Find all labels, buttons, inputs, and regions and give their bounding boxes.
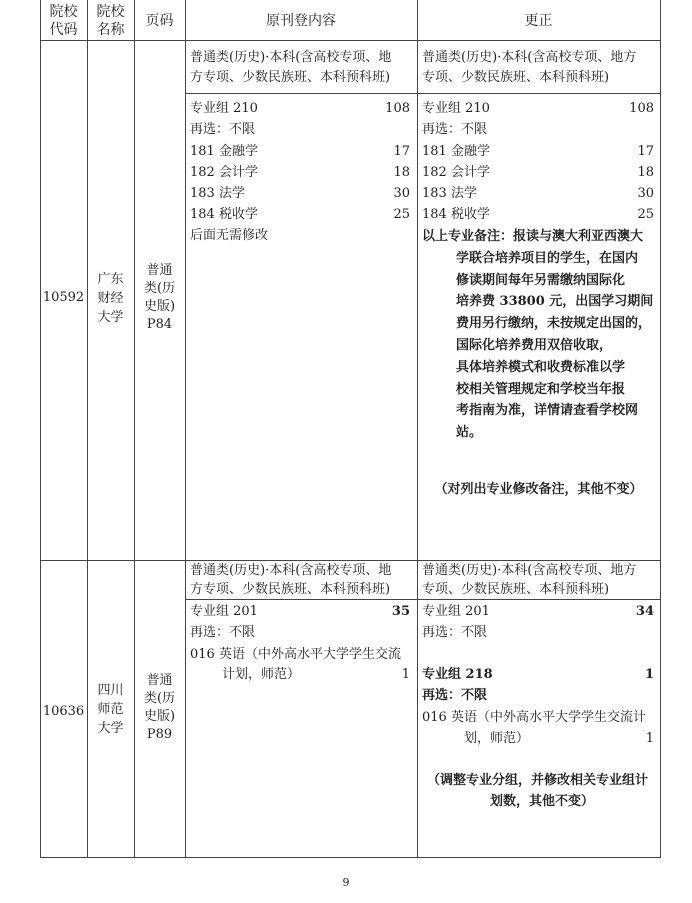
section-title: 普通类(历史)·本科(含高校专项、地 方专项、少数民族班、本科预科班): [190, 50, 392, 85]
major-count: 30: [393, 186, 410, 201]
tail-note: 后面无需修改: [190, 228, 269, 243]
school-code: 10592: [42, 290, 85, 305]
reselect-label: 再选：不限: [422, 122, 488, 137]
school-name: 四川 师范 大学: [97, 683, 124, 736]
major-label: 182 会计学: [422, 165, 490, 180]
group-label: 专业组 210: [422, 101, 490, 116]
reselect-label: 再选：不限: [422, 625, 488, 640]
major-count: 18: [393, 165, 410, 180]
table-border-right: [660, 0, 661, 858]
header-bottom-border: [40, 40, 661, 41]
page-ref: 普通 类(历 史版) P84: [143, 263, 176, 332]
group-label: 专业组 201: [190, 604, 258, 619]
header-name: 院校 名称: [96, 4, 125, 38]
page-ref: 普通 类(历 史版) P89: [143, 673, 176, 742]
major-count: 30: [637, 186, 654, 201]
major-label-cont: 计划，师范）: [222, 667, 301, 682]
group-count: 35: [391, 604, 410, 619]
header-correction: 更正: [524, 13, 553, 29]
major-remark-note: 以上专业备注：报读与澳大利亚西澳大 学联合培养项目的学生，在国内 修读期间每年另需缴纳国际化 培养费 33800 元，出国学习期间 费用另行缴纳，未按规定出国的， 国际化培养费用双倍收取， 具体培养模式和收费标准以学 校相关管理规定和学校当年报 考指南为准，详情请查看学校网 站。: [422, 229, 654, 441]
major-label: 182 会计学: [190, 165, 258, 180]
major-count: 1: [645, 731, 654, 746]
major-label: 016 英语（中外高水平大学学生交流: [190, 647, 401, 662]
reselect-label: 再选：不限: [190, 625, 256, 640]
table-border-left: [40, 0, 41, 858]
col-divider: [417, 0, 418, 858]
new-reselect-label: 再选：不限: [422, 688, 488, 703]
school-code: 10636: [42, 704, 85, 719]
major-count: 18: [637, 165, 654, 180]
section-title: 普通类(历史)·本科(含高校专项、地 方专项、少数民族班、本科预科班): [190, 563, 392, 597]
major-label: 016 英语（中外高水平大学学生交流计: [422, 710, 646, 725]
new-group-count: 1: [644, 667, 654, 682]
header-original: 原刊登内容: [266, 13, 336, 29]
correction-summary: （对列出专业修改备注，其他不变）: [434, 482, 643, 497]
table-border-bottom: [40, 857, 661, 858]
major-count: 1: [401, 667, 410, 682]
major-count: 25: [637, 207, 654, 222]
section-title: 普通类(历史)·本科(含高校专项、地方 专项、少数民族班、本科预科班): [422, 563, 637, 597]
major-label-cont: 划，师范）: [464, 731, 530, 746]
major-count: 25: [393, 207, 410, 222]
correction-summary: （调整专业分组，并修改相关专业组计: [427, 773, 649, 788]
major-label: 183 法学: [190, 186, 245, 201]
section-title-border: [185, 93, 661, 94]
header-page: 页码: [145, 13, 174, 29]
group-count: 34: [635, 604, 654, 619]
major-label: 181 金融学: [190, 144, 258, 159]
group-label: 专业组 201: [422, 604, 490, 619]
major-count: 17: [637, 144, 654, 159]
major-label: 181 金融学: [422, 144, 490, 159]
section-title: 普通类(历史)·本科(含高校专项、地方 专项、少数民族班、本科预科班): [422, 50, 637, 85]
major-count: 17: [393, 144, 410, 159]
group-count: 108: [385, 101, 410, 116]
major-label: 184 税收学: [422, 207, 490, 222]
reselect-label: 再选：不限: [190, 122, 256, 137]
new-group-label: 专业组 218: [422, 667, 493, 682]
header-code: 院校 代码: [49, 4, 78, 38]
group-label: 专业组 210: [190, 101, 258, 116]
group-count: 108: [629, 101, 654, 116]
major-label: 184 税收学: [190, 207, 258, 222]
correction-summary-cont: 划数，其他不变）: [490, 794, 595, 809]
section-title-border: [185, 599, 661, 600]
page-number: 9: [342, 876, 350, 889]
col-divider: [185, 0, 186, 858]
major-label: 183 法学: [422, 186, 477, 201]
school-name: 广东 财经 大学: [97, 272, 124, 325]
